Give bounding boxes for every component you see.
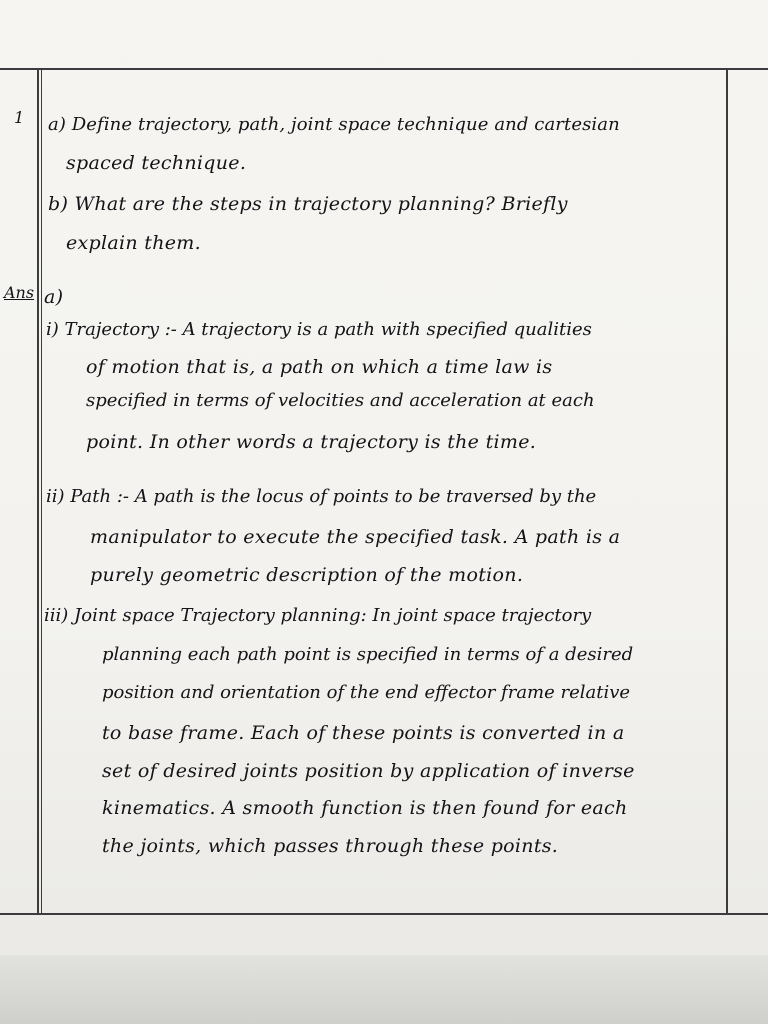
joint-space-line-4: to base frame. Each of these points is converted in a bbox=[102, 722, 625, 744]
trajectory-line-3: specified in terms of velocities and acceleration at each bbox=[86, 390, 595, 411]
trajectory-line-2: of motion that is, a path on which a time law is bbox=[86, 356, 553, 378]
joint-space-line-2: planning each path point is specified in terms of a desired bbox=[102, 644, 634, 665]
answer-marker: Ans bbox=[4, 283, 35, 302]
question-b-line-2: explain them. bbox=[66, 232, 201, 254]
page-bottom-shadow bbox=[0, 955, 768, 1024]
left-margin-rule bbox=[37, 68, 39, 915]
trajectory-line-1: i) Trajectory :- A trajectory is a path with specified qualities bbox=[46, 319, 592, 340]
joint-space-line-3: position and orientation of the end effector frame relative bbox=[102, 682, 631, 703]
trajectory-line-4: point. In other words a trajectory is the time. bbox=[86, 431, 537, 453]
answer-a-label: a) bbox=[44, 286, 64, 308]
right-margin-rule bbox=[726, 68, 728, 915]
joint-space-line-6: kinematics. A smooth function is then found for each bbox=[102, 797, 628, 819]
question-a-line-1: a) Define trajectory, path, joint space technique and cartesian bbox=[48, 114, 620, 135]
question-number: 1 bbox=[14, 108, 25, 127]
joint-space-line-1: iii) Joint space Trajectory planning: In joint space trajectory bbox=[44, 605, 592, 626]
joint-space-line-7: the joints, which passes through these points. bbox=[102, 835, 559, 857]
path-line-3: purely geometric description of the motion. bbox=[90, 564, 524, 586]
question-a-line-2: spaced technique. bbox=[66, 152, 247, 174]
top-rule bbox=[0, 68, 768, 70]
path-line-2: manipulator to execute the specified task. A path is a bbox=[90, 526, 621, 548]
joint-space-line-5: set of desired joints position by application of inverse bbox=[102, 760, 635, 782]
left-margin-rule-inner bbox=[41, 68, 42, 915]
question-b-line-1: b) What are the steps in trajectory planning? Briefly bbox=[48, 193, 568, 215]
bottom-rule bbox=[0, 913, 768, 915]
path-line-1: ii) Path :- A path is the locus of points to be traversed by the bbox=[46, 486, 597, 507]
